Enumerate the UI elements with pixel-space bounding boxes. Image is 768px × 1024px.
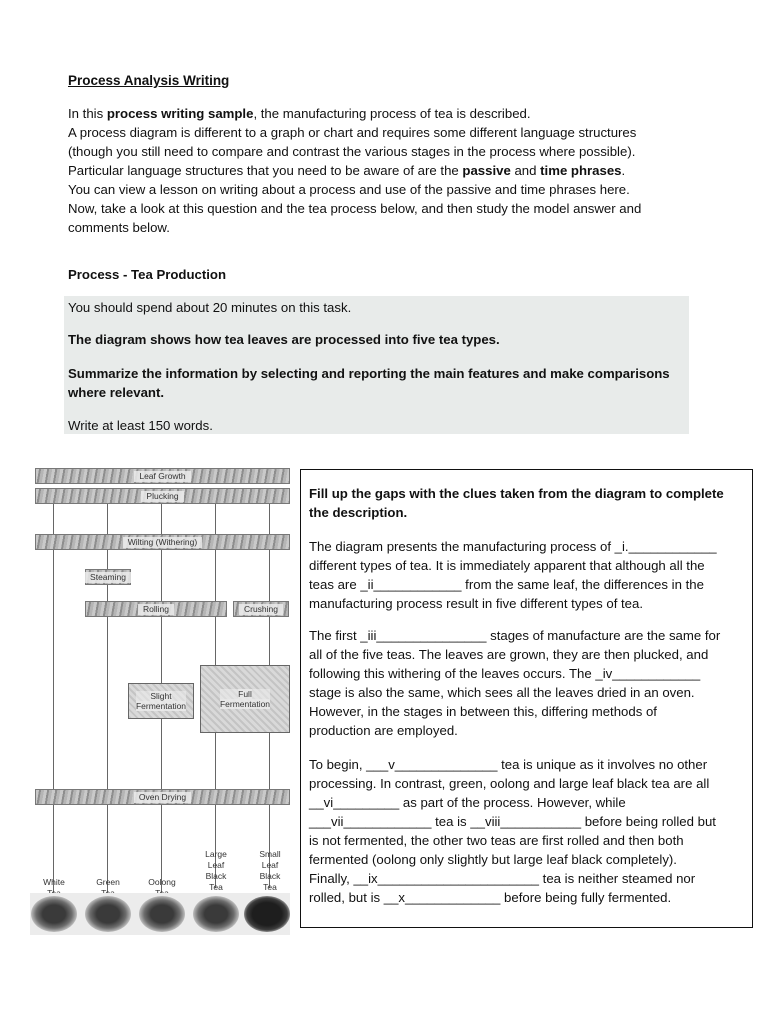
stage-leaf-growth: Leaf Growth — [35, 468, 290, 484]
task-prompt: The diagram shows how tea leaves are processed into five tea types. — [68, 332, 500, 347]
exercise-paragraph-1: The diagram presents the manufacturing process of _i.____________ different types of tea. It is immediately apparent that although all the teas are _ii____________ from the same leaf, the differences in the manufacturing process result in five different types of tea. — [309, 539, 717, 611]
tea-label-white: White — [43, 877, 65, 887]
stage-crushing: Crushing — [233, 601, 289, 617]
tea-label-large-leaf-black: Large Leaf Black Tea — [205, 849, 227, 892]
stage-full-fermentation: Full Fermentation — [200, 665, 290, 733]
stage-oven-drying: Oven Drying — [35, 789, 290, 805]
white-tea-line — [53, 503, 54, 903]
tea-process-diagram — [30, 463, 290, 935]
large-leaf-black-tea-image — [193, 896, 239, 932]
white-tea-image — [31, 896, 77, 932]
intro-text: In this process writing sample, the manufacturing process of tea is described. A process diagram is different to a graph or chart and requires some different language structures (though you still need to compare and contrast the various stages in the process where possible). Particular language structures that you need to be aware of are the passive and time phrases. You can view a lesson on writing about a process and use of the passive and time phrases here. Now, take a look at this question and the tea process below, and then study the model answer and comments below. — [68, 106, 642, 235]
tea-label-green: Green — [96, 877, 120, 887]
stage-slight-fermentation: Slight Fermentation — [128, 683, 194, 719]
exercise-box — [300, 469, 753, 928]
stage-plucking: Plucking — [35, 488, 290, 504]
stage-rolling: Rolling — [85, 601, 227, 617]
tea-label-small-leaf-black: Small Leaf Black Tea — [259, 849, 281, 892]
green-tea-line — [107, 503, 108, 903]
section-title: Process - Tea Production — [68, 267, 227, 282]
exercise-heading: Fill up the gaps with the clues taken from the diagram to complete the description. — [309, 486, 724, 520]
task-word-count: Write at least 150 words. — [68, 418, 213, 433]
tea-label-oolong: Oolong — [148, 877, 176, 887]
exercise-paragraph-2: The first _iii_______________ stages of manufacture are the same for all of the five teas. The leaves are grown, they are then plucked, and following this withering of the leaves occurs. The _iv____________ stage is also the same, which sees all the leaves dried in an oven. However, in the stages in between this, differing methods of production are employed. — [309, 628, 721, 738]
stage-wilting: Wilting (Withering) — [35, 534, 290, 550]
page-title: Process Analysis Writing — [68, 73, 230, 88]
task-time: You should spend about 20 minutes on this task. — [68, 300, 352, 315]
exercise-paragraph-3: To begin, ___v______________ tea is unique as it involves no other processing. In contrast, green, oolong and large leaf black tea are all __vi_________ as part of the process. However, while ___vii____________ tea is __viii___________ before being rolled but is not fermented, the other two teas are first rolled and then both fermented (oolong only slightly but large leaf black completely). Finally, __ix______________________ tea is neither steamed nor rolled, but is __x_____________ before being fully fermented. — [309, 757, 716, 905]
oolong-tea-image — [139, 896, 185, 932]
small-leaf-black-tea-image — [244, 896, 290, 932]
green-tea-image — [85, 896, 131, 932]
task-instruction: Summarize the information by selecting and reporting the main features and make comparisons where relevant. — [68, 366, 670, 400]
stage-steaming: Steaming — [85, 569, 131, 585]
task-box — [64, 296, 689, 434]
